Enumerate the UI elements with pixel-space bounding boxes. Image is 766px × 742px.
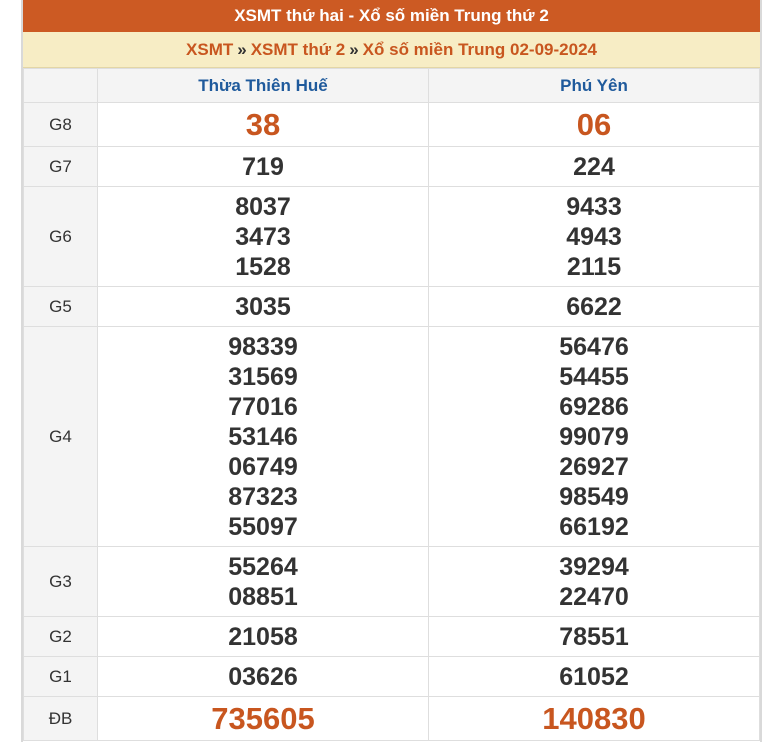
table-row — [24, 657, 760, 697]
results-table — [23, 68, 760, 741]
panel-title: XSMT thứ hai - Xổ số miền Trung thứ 2 — [23, 0, 760, 32]
prize-cell — [429, 103, 760, 147]
prize-number: 55264 — [228, 552, 298, 581]
table-row — [24, 327, 760, 547]
prize-cell — [98, 103, 429, 147]
prize-label: G6 — [24, 187, 98, 287]
prize-label: G3 — [24, 547, 98, 617]
results-panel — [21, 0, 762, 742]
province-header-thua-thien-hue[interactable]: Thừa Thiên Huế — [98, 69, 429, 103]
prize-number: 55097 — [228, 512, 298, 541]
prize-header-empty — [24, 69, 98, 103]
prize-cell — [429, 697, 760, 741]
prize-number: 66192 — [559, 512, 629, 541]
prize-number: 3035 — [235, 292, 291, 321]
prize-number: 61052 — [559, 662, 629, 691]
prize-cell — [429, 187, 760, 287]
prize-number: 3473 — [235, 222, 291, 251]
prize-cell — [98, 697, 429, 741]
table-row — [24, 547, 760, 617]
prize-number: 98339 — [228, 332, 298, 361]
prize-number: 1528 — [235, 252, 291, 281]
table-row — [24, 697, 760, 741]
prize-number: 38 — [245, 106, 281, 142]
prize-number: 719 — [242, 152, 284, 181]
prize-number: 4943 — [566, 222, 622, 251]
breadcrumb — [23, 32, 760, 68]
prize-cell — [429, 287, 760, 327]
prize-number: 26927 — [559, 452, 629, 481]
prize-number: 735605 — [211, 700, 315, 736]
prize-cell — [98, 657, 429, 697]
prize-number: 9433 — [566, 192, 622, 221]
prize-number: 140830 — [542, 700, 646, 736]
breadcrumb-current: Xổ số miền Trung 02-09-2024 — [362, 39, 597, 59]
prize-label: G4 — [24, 327, 98, 547]
prize-number: 56476 — [559, 332, 629, 361]
prize-number: 77016 — [228, 392, 298, 421]
breadcrumb-link-xsmt-thu-2[interactable]: XSMT thứ 2 — [250, 39, 346, 59]
prize-number: 21058 — [228, 622, 298, 651]
prize-number: 98549 — [559, 482, 629, 511]
table-row — [24, 187, 760, 287]
prize-number: 78551 — [559, 622, 629, 651]
prize-label: G5 — [24, 287, 98, 327]
prize-number: 06749 — [228, 452, 298, 481]
prize-number: 08851 — [228, 582, 298, 611]
prize-number: 31569 — [228, 362, 298, 391]
prize-label: G7 — [24, 147, 98, 187]
breadcrumb-separator: » — [237, 39, 247, 59]
prize-number: 22470 — [559, 582, 629, 611]
table-row — [24, 103, 760, 147]
prize-number: 87323 — [228, 482, 298, 511]
table-row — [24, 147, 760, 187]
breadcrumb-link-xsmt[interactable]: XSMT — [186, 39, 234, 59]
prize-number: 53146 — [228, 422, 298, 451]
prize-number: 2115 — [566, 252, 622, 281]
prize-cell — [98, 287, 429, 327]
prize-number: 54455 — [559, 362, 629, 391]
prize-label: G8 — [24, 103, 98, 147]
prize-cell — [429, 547, 760, 617]
prize-cell — [429, 147, 760, 187]
prize-cell — [98, 617, 429, 657]
prize-number: 69286 — [559, 392, 629, 421]
prize-number: 03626 — [228, 662, 298, 691]
prize-cell — [98, 147, 429, 187]
prize-label: G1 — [24, 657, 98, 697]
table-row — [24, 287, 760, 327]
breadcrumb-separator: » — [349, 39, 359, 59]
prize-cell — [429, 327, 760, 547]
prize-cell — [98, 547, 429, 617]
table-row — [24, 617, 760, 657]
prize-number: 6622 — [566, 292, 622, 321]
prize-number: 8037 — [235, 192, 291, 221]
prize-number: 06 — [576, 106, 612, 142]
prize-cell — [98, 327, 429, 547]
prize-number: 39294 — [559, 552, 629, 581]
prize-label: G2 — [24, 617, 98, 657]
prize-number: 99079 — [559, 422, 629, 451]
prize-label: ĐB — [24, 697, 98, 741]
prize-cell — [98, 187, 429, 287]
prize-number: 224 — [573, 152, 615, 181]
prize-cell — [429, 657, 760, 697]
prize-cell — [429, 617, 760, 657]
table-header-row — [24, 69, 760, 103]
province-header-phu-yen[interactable]: Phú Yên — [429, 69, 760, 103]
